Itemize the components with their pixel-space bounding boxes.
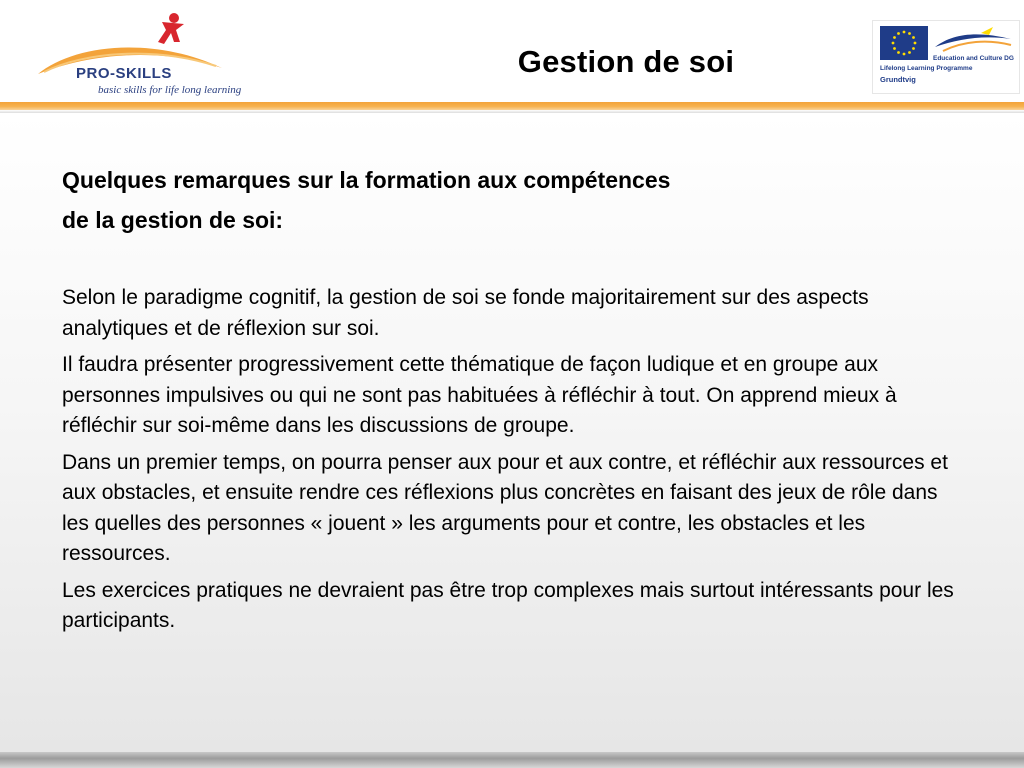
paragraph-1: Selon le paradigme cognitif, la gestion de soi se fonde majoritairement sur des aspects analytiques et de réflexion sur soi. — [62, 286, 869, 340]
logo-tagline: basic skills for life long learning — [98, 84, 242, 96]
lifelong-learning-swoosh-icon — [933, 25, 1013, 55]
logo-name: PRO-SKILLS — [76, 65, 172, 82]
paragraph-4: Les exercices pratiques ne devraient pas être trop complexes mais surtout intéressants pour les participants. — [62, 578, 954, 632]
section-heading-line-2: de la gestion de soi: — [62, 207, 284, 233]
eu-grundtvig-label: Grundtvig — [880, 75, 916, 84]
paragraph-2: Il faudra présenter progressivement cette thématique de façon ludique et en groupe aux personnes impulsives ou qui ne sont pas habituées à réfléchir à tout. On apprend mieux à réfléchir sur soi-même dans les discussions de groupe. — [62, 353, 897, 437]
eu-dg-label: Education and Culture DG — [933, 55, 1014, 62]
section-heading-line-1: Quelques remarques sur la formation aux compétences — [62, 167, 671, 193]
header-accent-band — [0, 102, 1024, 110]
eu-programme-label: Lifelong Learning Programme — [880, 65, 973, 72]
eu-flag-icon — [880, 26, 928, 60]
pro-skills-logo — [34, 8, 249, 100]
eu-logo — [872, 20, 1020, 94]
body-text — [62, 283, 962, 643]
slide-header — [0, 0, 1024, 104]
section-heading — [62, 160, 962, 240]
page-title: Gestion de soi — [517, 44, 735, 79]
paragraph-3: Dans un premier temps, on pourra penser aux pour et aux contre, et réfléchir aux ressources et aux obstacles, et ensuite rendre ces réflexions plus concrètes en faisant des jeux de rôle dans les quelles des personnes « jouent » les arguments pour et contre, les obstacles et les ressources. — [62, 450, 948, 565]
footer-divider — [0, 752, 1024, 768]
